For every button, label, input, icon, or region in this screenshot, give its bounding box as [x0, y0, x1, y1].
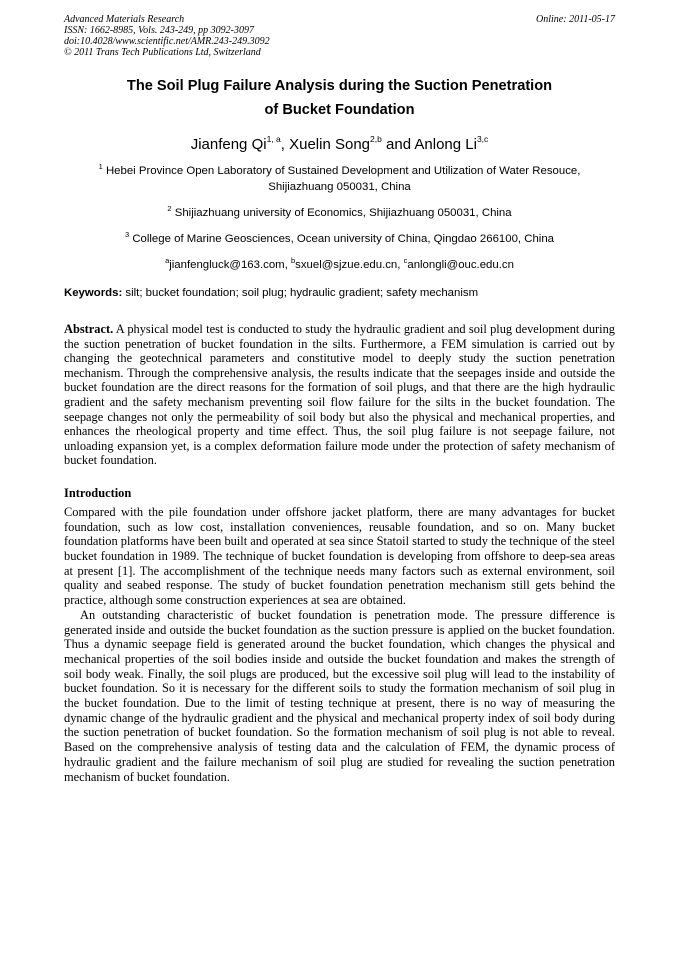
keywords — [64, 285, 615, 301]
abstract-label: Abstract. — [64, 322, 114, 336]
affiliation-text: College of Marine Geosciences, Ocean university of China, Qingdao 266100, China — [132, 233, 555, 245]
keywords-label: Keywords: — [64, 287, 123, 299]
affiliation-1 — [64, 159, 615, 195]
affiliation-text: Shijiazhuang university of Economics, Shijiazhuang 050031, China — [174, 207, 512, 219]
online-date: Online: 2011-05-17 — [536, 14, 615, 25]
affiliation-num: 1 — [98, 162, 103, 171]
author-separator: and — [381, 136, 412, 153]
author-name: Jianfeng Qi — [190, 136, 267, 153]
copyright-line: © 2011 Trans Tech Publications Ltd, Switzerland — [64, 47, 261, 58]
journal-name: Advanced Materials Research — [64, 14, 185, 25]
affiliation-3 — [64, 227, 615, 247]
affiliation-text: Shijiazhuang 050031, China — [268, 181, 411, 193]
section-heading-introduction: Introduction — [64, 485, 132, 500]
email-address[interactable]: anlongli@ouc.edu.cn — [407, 259, 514, 271]
paragraph: An outstanding characteristic of bucket foundation is penetration mode. The pressure difference is generated inside and outside the bucket foundation as the suction pressure is applied on the bucket foundation. Thus a dynamic seepage field is generated around the bucket foundation, which changes the physical and mechanical properties of the soil bodies inside and outside the bucket foundation and makes the strength of soil body weak. Finally, the soil plugs are produced, but the excessive soil plug will lead to the instability of bucket foundation. So it is necessary for the different soils to study the formation mechanism of soil plug in the bucket foundation. Due to the limit of testing technique at present, there is no way of measuring the dynamic change of the hydraulic gradient and the physical and mechanical property index of soil body during the suction penetration of bucket foundation. So the formation mechanism of soil plug is not able to reveal. Based on the comprehensive analysis of testing data and the calculation of FEM, the dynamic process of hydraulic gradient and the failure mechanism of soil plug are studied for revealing the suction penetration mechanism of bucket foundation. — [64, 607, 615, 784]
author-affil-sup: 3,c — [476, 134, 489, 144]
doi-line[interactable]: doi:10.4028/www.scientific.net/AMR.243-249.3092 — [64, 36, 270, 47]
affiliation-2 — [64, 201, 615, 221]
author-name: Xuelin Song — [289, 136, 371, 153]
email-sup: a — [165, 256, 170, 265]
affiliation-text: Hebei Province Open Laboratory of Sustained Development and Utilization of Water Resouce, — [105, 165, 581, 177]
paragraph: Compared with the pile foundation under offshore jacket platform, there are many advantages for bucket foundation, such as low cost, installation conveniences, reusable foundation, and so on. Many bucket foundation platforms have been built and operated at sea since Statoil started to study the technique of the steel bucket foundation in 1989. The technique of bucket foundation is developing from offshore to deep-sea areas at present [1]. The accomplishment of the technique needs many factors such as external environment, soil quality and seabed response. The study of bucket foundation penetration mechanism still gets behind the practice, although some construction experiences at sea are obtained. — [64, 504, 615, 608]
email-address[interactable]: sxuel@sjzue.edu.cn, — [295, 259, 404, 271]
email-sup: b — [290, 256, 296, 265]
journal-header — [64, 14, 615, 58]
email-address[interactable]: jianfengluck@163.com, — [169, 259, 291, 271]
keywords-text: silt; bucket foundation; soil plug; hydraulic gradient; safety mechanism — [122, 287, 479, 299]
affiliation-num: 2 — [167, 204, 172, 213]
paper-title — [64, 74, 615, 122]
title-line-1: The Soil Plug Failure Analysis during the Suction Penetration — [126, 78, 553, 94]
author-separator: , — [280, 136, 285, 153]
email-line — [64, 253, 615, 273]
email-sup: c — [403, 256, 408, 265]
title-line-2: of Bucket Foundation — [264, 102, 415, 118]
author-name: Anlong Li — [414, 136, 477, 153]
affiliation-num: 3 — [124, 230, 130, 239]
author-affil-sup: 1, a — [266, 134, 281, 144]
paper-page — [64, 14, 615, 784]
issn-line: ISSN: 1662-8985, Vols. 243-249, pp 3092-3097 — [64, 25, 254, 36]
abstract — [64, 322, 615, 468]
abstract-text: A physical model test is conducted to study the hydraulic gradient and soil plug development during the suction penetration of bucket foundation in the silts. Furthermore, a FEM simulation is carried out by changing the geotechnical parameters and constitutive model to deeply study the suction penetration mechanism. Through the comprehensive analysis, the results indicate that the seepages inside and outside the bucket foundation are the direct reasons for the formation of soil plugs, and that there are the high hydraulic gradient and the safety mechanism preventing soil flow failure for the silts in the bucket foundation. The seepage changes not only the permeability of soil body but also the physical and mechanical properties, and enhances the rheological property and time effect. Thus, the soil plug failure is not seepage failure, not unloading expansion yet, is a complex deformation failure mode under the protection of safety mechanism of bucket foundation. — [64, 322, 615, 468]
author-list — [64, 129, 615, 155]
affiliations — [64, 159, 615, 273]
author-affil-sup: 2,b — [370, 134, 382, 144]
